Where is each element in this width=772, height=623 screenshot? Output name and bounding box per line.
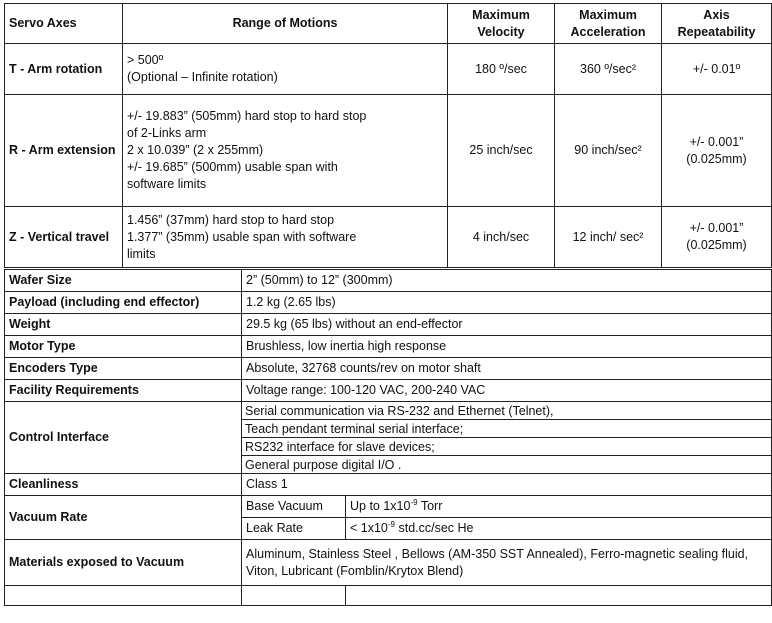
motor-type-value: Brushless, low inertia high response	[242, 336, 772, 358]
table-row	[5, 496, 772, 518]
table-row-cutoff	[5, 586, 772, 606]
wafer-size-label: Wafer Size	[5, 270, 242, 292]
encoders-type-label: Encoders Type	[5, 358, 242, 380]
range-cell: > 500º (Optional – Infinite rotation)	[123, 44, 448, 95]
velocity-cell: 4 inch/sec	[448, 207, 555, 268]
table-row	[5, 314, 772, 336]
acceleration-cell: 360 º/sec²	[555, 44, 662, 95]
materials-value: Aluminum, Stainless Steel , Bellows (AM-350 SST Annealed), Ferro-magnetic sealing fluid, Viton, Lubricant (Fomblin/Krytox Blend)	[242, 540, 772, 586]
control-interface-line: Teach pendant terminal serial interface;	[242, 420, 772, 438]
axis-label: R - Arm extension	[5, 95, 123, 207]
control-interface-line: Serial communication via RS-232 and Ethernet (Telnet),	[242, 402, 772, 420]
facility-requirements-value: Voltage range: 100-120 VAC, 200-240 VAC	[242, 380, 772, 402]
velocity-cell: 180 º/sec	[448, 44, 555, 95]
table-row	[5, 336, 772, 358]
repeatability-cell: +/- 0.001” (0.025mm)	[662, 95, 772, 207]
encoders-type-value: Absolute, 32768 counts/rev on motor shaft	[242, 358, 772, 380]
leak-rate-value: < $1x10^{-9}$ std.cc/sec He	[346, 518, 772, 540]
base-vacuum-label: Base Vacuum	[242, 496, 346, 518]
axis-label: T - Arm rotation	[5, 44, 123, 95]
control-interface-line: RS232 interface for slave devices;	[242, 438, 772, 456]
table-row	[5, 380, 772, 402]
max-acceleration-header: Maximum Acceleration	[555, 4, 662, 44]
table-row	[5, 540, 772, 586]
axis-repeatability-header: Axis Repeatability	[662, 4, 772, 44]
acceleration-cell: 12 inch/ sec²	[555, 207, 662, 268]
motor-type-label: Motor Type	[5, 336, 242, 358]
max-velocity-header: Maximum Velocity	[448, 4, 555, 44]
table-row	[5, 358, 772, 380]
cutoff-cell	[242, 586, 346, 606]
range-cell: 1.456” (37mm) hard stop to hard stop 1.377” (35mm) usable span with software limits	[123, 207, 448, 268]
facility-requirements-label: Facility Requirements	[5, 380, 242, 402]
table-row	[5, 270, 772, 292]
servo-axes-header: Servo Axes	[5, 4, 123, 44]
table-row	[5, 207, 772, 268]
table-row	[5, 402, 772, 420]
velocity-cell: 25 inch/sec	[448, 95, 555, 207]
servo-header-row	[5, 4, 772, 44]
cutoff-cell	[346, 586, 772, 606]
repeatability-cell: +/- 0.001” (0.025mm)	[662, 207, 772, 268]
control-interface-line: General purpose digital I/O .	[242, 456, 772, 474]
payload-label: Payload (including end effector)	[5, 292, 242, 314]
range-cell: +/- 19.883” (505mm) hard stop to hard stop of 2-Links arm 2 x 10.039” (2 x 255mm) +/- 19.685” (500mm) usable span with software limits	[123, 95, 448, 207]
table-row	[5, 44, 772, 95]
weight-label: Weight	[5, 314, 242, 336]
table-row	[5, 474, 772, 496]
control-interface-label: Control Interface	[5, 402, 242, 474]
leak-rate-label: Leak Rate	[242, 518, 346, 540]
specifications-table	[4, 269, 772, 606]
table-row	[5, 95, 772, 207]
range-of-motions-header: Range of Motions	[123, 4, 448, 44]
cutoff-cell	[5, 586, 242, 606]
wafer-size-value: 2” (50mm) to 12” (300mm)	[242, 270, 772, 292]
weight-value: 29.5 kg (65 lbs) without an end-effector	[242, 314, 772, 336]
servo-axes-table	[4, 3, 772, 268]
repeatability-cell: +/- 0.01º	[662, 44, 772, 95]
base-vacuum-value: Up to $1x10^{-9}$ Torr	[346, 496, 772, 518]
cleanliness-label: Cleanliness	[5, 474, 242, 496]
cleanliness-value: Class 1	[242, 474, 772, 496]
materials-label: Materials exposed to Vacuum	[5, 540, 242, 586]
payload-value: 1.2 kg (2.65 lbs)	[242, 292, 772, 314]
table-row	[5, 292, 772, 314]
vacuum-rate-label: Vacuum Rate	[5, 496, 242, 540]
axis-label: Z - Vertical travel	[5, 207, 123, 268]
acceleration-cell: 90 inch/sec²	[555, 95, 662, 207]
